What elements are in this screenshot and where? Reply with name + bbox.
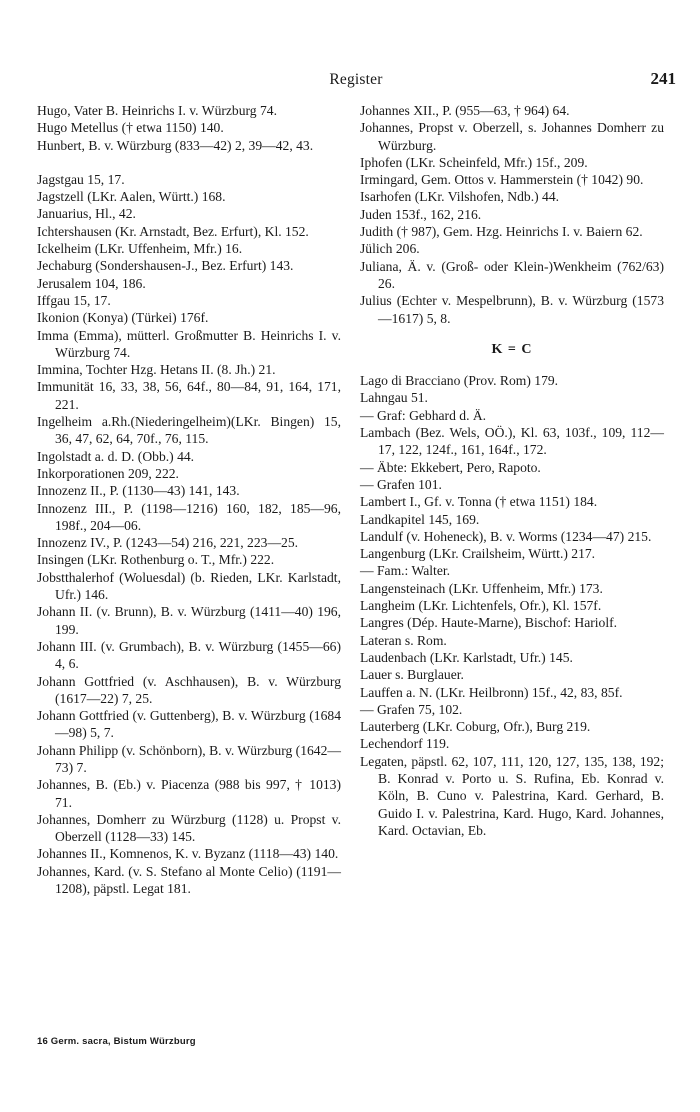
index-entry: Landkapitel 145, 169. (360, 511, 480, 527)
index-entry: Johannes II., Komnenos, K. v. Byzanz (1118—43) 140. (37, 846, 339, 862)
index-entry: Ikonion (Konya) (Türkei) 176f. (37, 310, 209, 326)
index-entry: Jerusalem 104, 186. (37, 275, 146, 291)
index-entry: Juden 153f., 162, 216. (360, 206, 482, 222)
footer-signature: 16 Germ. sacra, Bistum Würzburg (37, 1036, 196, 1047)
page-number: 241 (650, 69, 676, 88)
index-entry: Langheim (LKr. Lichtenfels, Ofr.), Kl. 157f. (360, 598, 602, 614)
index-entry: Langres (Dép. Haute-Marne), Bischof: Hariolf. (360, 615, 618, 631)
index-entry: Juliana, Ä. v. (Groß- oder Klein-)Wenkheim (762/63) 26. (360, 258, 664, 291)
index-entry: Lechendorf 119. (360, 736, 450, 752)
index-entry: Judith († 987), Gem. Hzg. Heinrichs I. v. Baiern 62. (360, 224, 643, 240)
index-entry: Johannes XII., P. (955—63, † 964) 64. (360, 103, 570, 118)
index-entry: Hugo Metellus († etwa 1150) 140. (37, 120, 224, 136)
index-entry: Jechaburg (Sondershausen-J., Bez. Erfurt) 143. (37, 258, 294, 274)
index-entry: Immina, Tochter Hzg. Hetans II. (8. Jh.) 21. (37, 362, 276, 378)
entry-gap (37, 154, 341, 171)
right-column-top-entries (360, 102, 664, 327)
index-entry: Landulf (v. Hoheneck), B. v. Worms (1234—47) 215. (360, 528, 652, 544)
index-entry: Inkorporationen 209, 222. (37, 465, 179, 481)
index-entry: Insingen (LKr. Rothenburg o. T., Mfr.) 222. (37, 552, 275, 568)
index-entry: — Grafen 75, 102. (360, 701, 463, 717)
running-head (36, 71, 676, 95)
index-entry: Lauffen a. N. (LKr. Heilbronn) 15f., 42, 83, 85f. (360, 684, 623, 700)
index-entry: — Fam.: Walter. (360, 563, 451, 579)
index-entry: Ickelheim (LKr. Uffenheim, Mfr.) 16. (37, 241, 243, 257)
left-column (37, 102, 341, 897)
index-entry: Jülich 206. (360, 241, 420, 257)
index-entry: Jobstthalerhof (Woluesdal) (b. Rieden, LKr. Karlstadt, Ufr.) 146. (37, 569, 341, 603)
index-entry: Hunbert, B. v. Würzburg (833—42) 2, 39—42, 43. (37, 137, 314, 153)
index-entry: Iphofen (LKr. Scheinfeld, Mfr.) 15f., 209. (360, 154, 588, 170)
index-entry: Lambach (Bez. Wels, OÖ.), Kl. 63, 103f., 109, 112—17, 122, 124f., 161, 164f., 172. (360, 425, 664, 458)
index-entry: Langensteinach (LKr. Uffenheim, Mfr.) 173. (360, 580, 603, 596)
index-entry: Immunität 16, 33, 38, 56, 64f., 80—84, 91, 164, 171, 221. (37, 379, 341, 412)
index-entry: Johann Gottfried (v. Guttenberg), B. v. Würzburg (1684—98) 5, 7. (37, 708, 341, 741)
index-entry: Johannes, B. (Eb.) v. Piacenza (988 bis 997, † 1013) 71. (37, 777, 341, 810)
right-column (360, 102, 664, 839)
index-entry: Imma (Emma), mütterl. Großmutter B. Heinrichs I. v. Würzburg 74. (37, 327, 341, 360)
index-entry: Ingelheim a.Rh.(Niederingelheim)(LKr. Bingen) 15, 36, 47, 62, 64, 70f., 76, 115. (37, 414, 341, 447)
index-entry: Johannes, Domherr zu Würzburg (1128) u. Propst v. Oberzell (1128—33) 145. (37, 811, 341, 845)
index-entry: Lauer s. Burglauer. (360, 667, 464, 683)
section-heading: K = C (491, 341, 533, 357)
index-entry: Innozenz IV., P. (1243—54) 216, 221, 223—25. (37, 535, 299, 551)
index-entry: Johann Philipp (v. Schönborn), B. v. Würzburg (1642—73) 7. (37, 742, 341, 775)
index-entry: Iffgau 15, 17. (37, 292, 111, 308)
index-entry: Legaten, päpstl. 62, 107, 111, 120, 127, 135, 138, 192; B. Konrad v. Porto u. S. Rufina, Eb. Konrad v. Köln, B. Cuno v. Palestrina, Kard. Gerhard, B. Guido I. v. Palestrina, Kard. Hugo, Kard. Johannes, Kard. Octavian, Eb. (360, 753, 664, 838)
index-entry: Langenburg (LKr. Crailsheim, Württ.) 217. (360, 546, 596, 562)
index-entry: Laudenbach (LKr. Karlstadt, Ufr.) 145. (360, 649, 573, 665)
index-entry: Ichtershausen (Kr. Arnstadt, Bez. Erfurt), Kl. 152. (37, 223, 309, 239)
index-entry: Innozenz III., P. (1198—1216) 160, 182, 185—96, 198f., 204—06. (37, 500, 341, 533)
index-entry: — Äbte: Ekkebert, Pero, Rapoto. (360, 459, 541, 475)
running-head-title: Register (329, 71, 383, 88)
index-entry: Ingolstadt a. d. D. (Obb.) 44. (37, 448, 195, 464)
index-entry: Lambert I., Gf. v. Tonna († etwa 1151) 184. (360, 494, 598, 510)
index-entry: — Grafen 101. (360, 476, 442, 492)
index-entry: Johannes, Propst v. Oberzell, s. Johannes Domherr zu Würzburg. (360, 120, 664, 153)
index-entry: Julius (Echter v. Mespelbrunn), B. v. Würzburg (1573—1617) 5, 8. (360, 293, 664, 326)
index-entry: Johann Gottfried (v. Aschhausen), B. v. Würzburg (1617—22) 7, 25. (37, 673, 341, 706)
index-entry: Lateran s. Rom. (360, 632, 447, 648)
index-entry: Januarius, Hl., 42. (37, 206, 136, 222)
index-entry: Jagstgau 15, 17. (37, 171, 125, 187)
right-column-bottom-entries (360, 372, 664, 839)
index-entry: Irmingard, Gem. Ottos v. Hammerstein († 1042) 90. (360, 172, 644, 188)
index-entry: Innozenz II., P. (1130—43) 141, 143. (37, 483, 240, 499)
index-entry: — Graf: Gebhard d. Ä. (360, 407, 487, 423)
index-entry: Hugo, Vater B. Heinrichs I. v. Würzburg 74. (37, 103, 277, 118)
index-entry: Lahngau 51. (360, 390, 428, 406)
index-entry: Jagstzell (LKr. Aalen, Württ.) 168. (37, 189, 226, 205)
index-entry: Johannes, Kard. (v. S. Stefano al Monte Celio) (1191—1208), päpstl. Legat 181. (37, 863, 341, 897)
index-entry: Johann III. (v. Grumbach), B. v. Würzburg (1455—66) 4, 6. (37, 638, 341, 672)
index-entry: Isarhofen (LKr. Vilshofen, Ndb.) 44. (360, 189, 560, 205)
index-entry: Johann II. (v. Brunn), B. v. Würzburg (1411—40) 196, 199. (37, 604, 341, 637)
index-entry: Lago di Bracciano (Prov. Rom) 179. (360, 373, 559, 389)
index-entry: Lauterberg (LKr. Coburg, Ofr.), Burg 219. (360, 719, 591, 735)
